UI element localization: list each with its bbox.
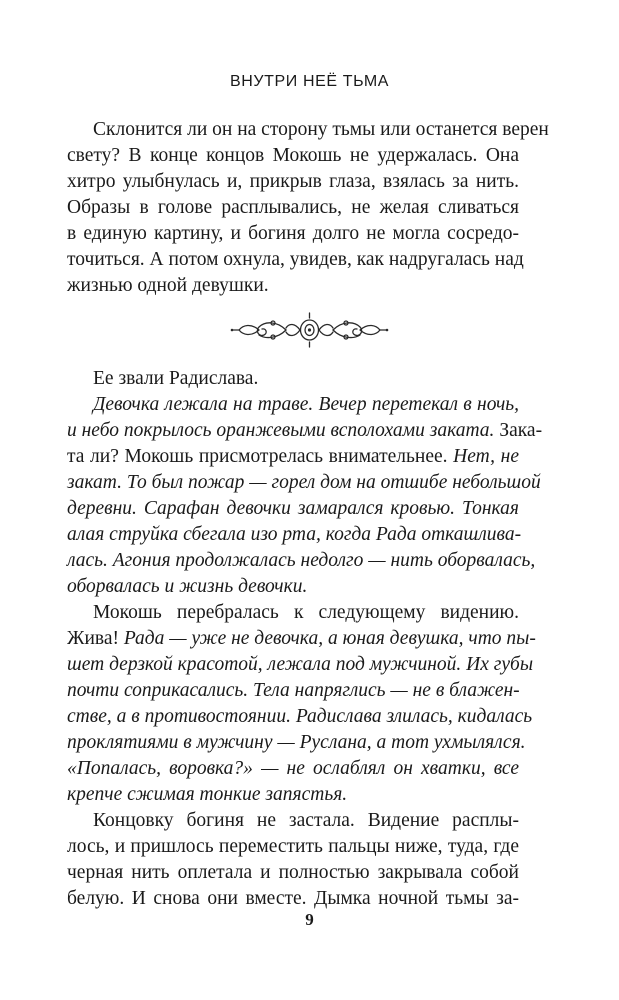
italic-span: стве, а в противостоянии. Радислава злилась, кидалась bbox=[67, 706, 533, 727]
italic-span: Нет, не bbox=[453, 446, 519, 467]
italic-span: закат. То был пожар — горел дом на отшибе небольшой bbox=[67, 472, 541, 493]
italic-span: почти соприкасались. Тела напряглись — не в блажен- bbox=[67, 680, 520, 701]
text-line: точиться. А потом охнула, увидев, как надругалась над bbox=[67, 249, 524, 270]
italic-span: Рада — уже не девочка, а юная девушка, что пы- bbox=[123, 628, 536, 649]
italic-span: крепче сжимая тонкие запястья. bbox=[67, 784, 348, 805]
roman-span: Зака- bbox=[494, 420, 543, 441]
italic-span: проклятиями в мужчину — Руслана, а тот ухмылялся. bbox=[67, 732, 526, 753]
text-line bbox=[67, 756, 519, 782]
italic-span: шет дерзкой красотой, лежала под мужчиной. Их губы bbox=[67, 654, 534, 675]
text-line bbox=[67, 496, 519, 522]
text-line bbox=[93, 392, 519, 418]
italic-span: оборвалась и жизнь девочки. bbox=[67, 576, 308, 597]
text-line bbox=[67, 418, 543, 444]
text-line: Ее звали Радислава. bbox=[93, 368, 259, 389]
text-line: Концовку богиня не застала. Видение расплы- bbox=[93, 810, 519, 831]
text-line bbox=[67, 782, 519, 808]
italic-span: алая струйка сбегала изо рта, когда Рада откашлива- bbox=[67, 524, 522, 545]
text-line: свету? В конце концов Мокошь не удержалась. Она bbox=[67, 145, 519, 166]
roman-span: Жива! bbox=[67, 628, 124, 649]
text-line bbox=[67, 730, 526, 756]
text-line: хитро улыбнулась и, прикрыв глаза, взялась за нить. bbox=[67, 171, 519, 192]
text-line: Мокошь перебралась к следующему видению. bbox=[93, 602, 519, 623]
text-line: Склонится ли он на сторону тьмы или останется верен bbox=[93, 119, 549, 140]
roman-span: та ли? Мокошь присмотрелась внимательнее. bbox=[67, 446, 454, 467]
italic-span: лась. Агония продолжалась недолго — нить оборвалась, bbox=[67, 550, 536, 571]
italic-span: Девочка лежала на траве. Вечер перетекал в ночь, bbox=[93, 394, 519, 415]
text-line: белую. И снова они вместе. Дымка ночной тьмы за- bbox=[67, 888, 519, 909]
text-line bbox=[67, 574, 519, 600]
text-line bbox=[67, 548, 536, 574]
text-line: жизнью одной девушки. bbox=[67, 275, 269, 296]
page-number: 9 bbox=[305, 910, 314, 929]
text-line bbox=[67, 626, 536, 652]
italic-span: и небо покрылось оранжевыми всполохами заката. bbox=[67, 420, 495, 441]
text-line: лось, и пришлось переместить пальцы ниже, туда, где bbox=[67, 836, 519, 857]
floral-scroll-ornament-icon bbox=[229, 309, 390, 351]
italic-span: «Попалась, воровка?» — не ослаблял он хватки, все bbox=[67, 758, 519, 779]
text-line bbox=[67, 522, 522, 548]
text-line: в единую картину, и богиня долго не могла сосредо- bbox=[67, 223, 519, 244]
text-line bbox=[67, 704, 533, 730]
text-line: черная нить оплетала и полностью закрывала собой bbox=[67, 862, 519, 883]
text-line bbox=[67, 470, 541, 496]
italic-span: деревни. Сарафан девочки замарался кровью. Тонкая bbox=[67, 498, 519, 519]
running-head: ВНУТРИ НЕЁ ТЬМА bbox=[229, 73, 390, 90]
text-line bbox=[67, 652, 534, 678]
text-line: Образы в голове расплывались, не желая сливаться bbox=[67, 197, 519, 218]
text-line bbox=[67, 444, 519, 470]
text-line bbox=[67, 678, 519, 704]
